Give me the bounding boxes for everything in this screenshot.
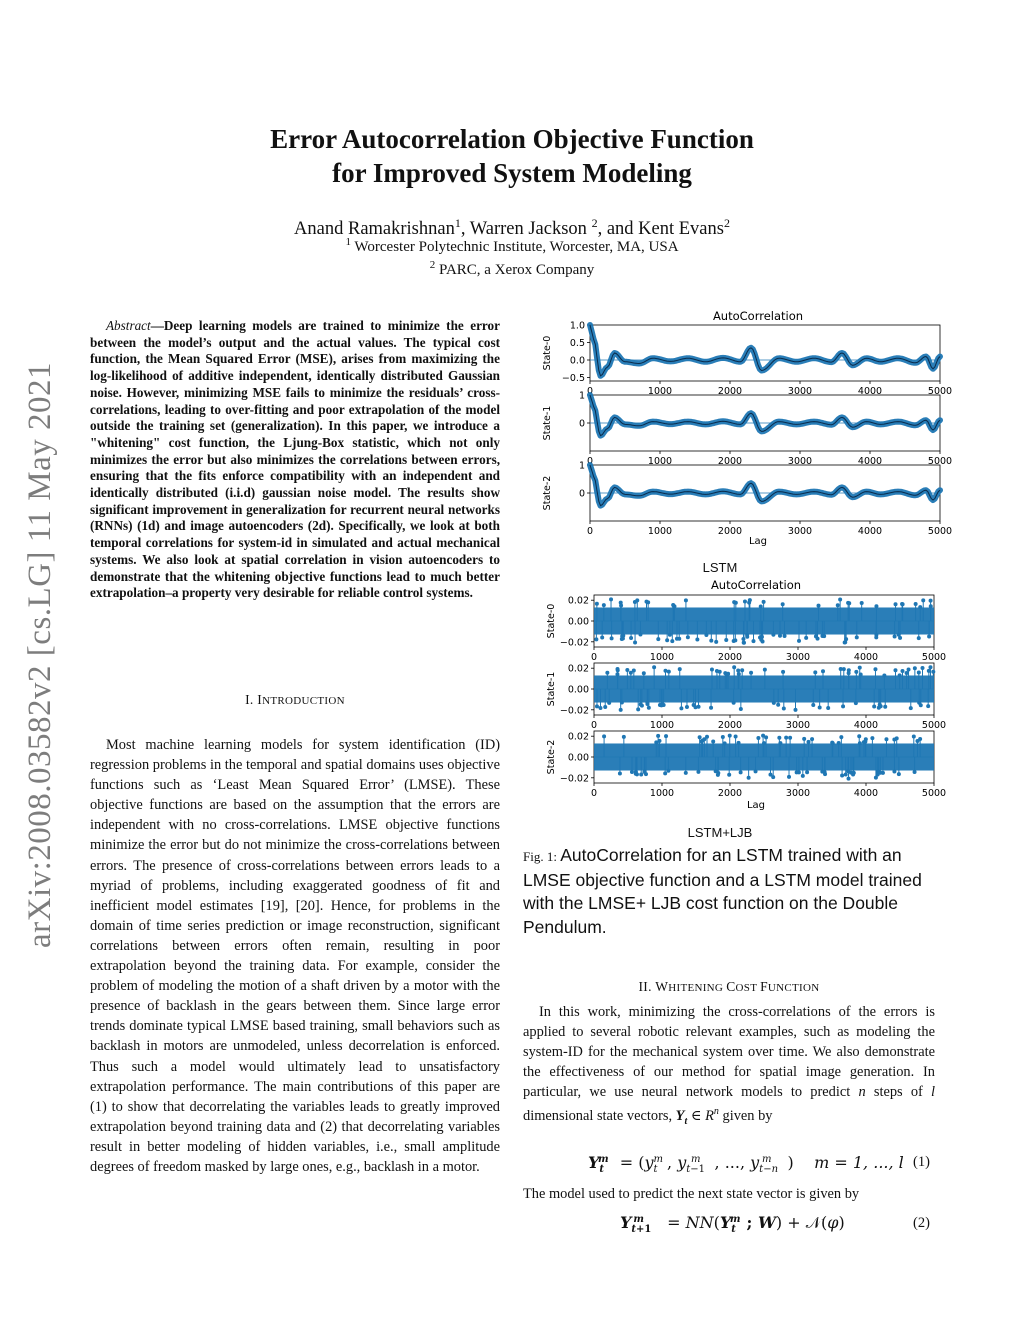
stem-marker [639,702,643,706]
stem-marker [881,771,885,775]
stem-marker [913,770,917,774]
stem-marker [893,668,897,672]
x-tick-label: 0 [586,456,594,467]
stem-marker [818,705,822,709]
arxiv-identifier: arXiv:2008.03582v2 [cs.LG] 11 May 2021 [22,361,58,948]
stem-marker [781,602,785,606]
stem-marker [671,603,675,607]
stem-marker [802,737,806,741]
stem-marker [709,639,713,643]
stem-marker [805,770,809,774]
x-tick-label: 4000 [857,526,883,537]
equation-2-number: (2) [913,1215,930,1231]
y-tick-label: −0.02 [559,705,589,717]
stem-marker [595,704,599,708]
stem-marker [840,773,844,777]
y-tick-label: 0.00 [567,684,589,696]
x-tick-label: 1000 [647,386,673,397]
stem-marker [610,636,614,640]
series-line [590,325,940,376]
stem-marker [778,741,782,745]
y-tick-label: 1 [578,390,585,402]
stem-marker [721,735,725,739]
y-tick-label: 0.00 [567,752,589,764]
stem-marker [793,708,797,712]
chart-title: AutoCorrelation [710,578,802,592]
stem-marker [847,671,851,675]
stem-marker [839,735,843,739]
stem-marker [740,668,744,672]
stem-marker [870,736,874,740]
stem-marker [748,598,752,602]
stem-marker [747,776,751,780]
stem-marker [782,706,786,710]
stem-marker [929,599,933,603]
paper-title [150,122,874,190]
stem-marker [751,639,755,643]
stem-marker [664,734,668,738]
stem-marker [901,602,905,606]
x-tick-label: 2000 [717,386,743,397]
stem-marker [598,706,602,710]
stem-marker [795,770,799,774]
figure-caption: Fig. 1: AutoCorrelation for an LSTM trained with an LMSE objective function and a LSTM model trained with the LMSE+ LJB cost function on the Double Pendulum. [523,845,922,937]
stem-marker [821,669,825,673]
stem-marker [652,665,656,669]
stem-marker [656,734,660,738]
stem-marker [619,708,623,712]
stem-marker [905,671,909,675]
stem-marker [629,636,633,640]
stem-marker [892,770,896,774]
stem-marker [700,739,704,743]
stem-marker [739,707,743,711]
stem-marker [862,740,866,744]
stem-marker [749,671,753,675]
stem-marker [759,605,763,609]
title-line-1: Error Autocorrelation Objective Function [270,124,754,154]
y-tick-label: −0.02 [559,637,589,649]
stem-marker [929,604,933,608]
stem-marker [787,775,791,779]
x-tick-label: 4000 [853,720,879,731]
stem-marker [620,701,624,705]
stem-marker [602,734,606,738]
stem-marker [726,672,730,676]
stem-marker [756,736,760,740]
stem-marker [643,769,647,773]
stem-marker [860,601,864,605]
x-tick-label: 3000 [785,720,811,731]
paragraph: Most machine learning models for system identification (ID) regression problems in the temporal and spatial domains uses objective functions such as ‘Least Mean Squared Error’ (LMSE). These objective functions are based on the assumption that the errors are independent with no cross-correlations. LMSE objective functions minimize the error but do not minimize the cross-correlations between errors. The presence of cross-correlations between errors leads to a myriad of problems, including exaggerated goodness of fit and inefficient model estimates [19], [20]. Hence, for problems in the domain of time series prediction or image reconstruction, significant correlations between errors often remain, resulting in poor extrapolation beyond the training data. For example, consider the problem of modeling the motion of a shaft driven by a motor with the presence of backlash in the gears between them. Since large error trends dominate typical LMSE based training, small behaviors such as backlash in motors are unmodeled, unless decorrelation is enforced. Thus such a model would ultimately lead to unsatisfactory extrapolation performance. The main contributions of this paper are (1) to show that decorrelating the variables leads to greatly improved extrapolation beyond training data and (2) that decorrelating variables result in better modeling of hidden variables, i.e., small amplitude degrees of freedom masked by large ones, e.g., backlash in a motor. [90,737,500,1175]
x-tick-label: 5000 [927,386,953,397]
stem-marker [704,633,708,637]
stem-marker [709,706,713,710]
stem-marker [684,771,688,775]
y-tick-label: −0.5 [561,373,585,384]
stem-marker [715,669,719,673]
stem-marker [854,670,858,674]
stem-marker [710,668,714,672]
y-axis-label: State-1 [542,405,553,441]
y-tick-label: 0.02 [567,731,589,743]
stem-marker [711,740,715,744]
stem-marker [847,777,851,781]
chart-title: AutoCorrelation [712,309,804,323]
stem-marker [732,665,736,669]
stem-marker [778,634,782,638]
stem-marker [926,704,930,708]
stem-marker [733,638,737,642]
stem-marker [737,672,741,676]
stem-marker [764,735,768,739]
x-tick-label: 1000 [649,720,675,731]
stem-marker [806,740,810,744]
stem-marker [696,770,700,774]
stem-marker [629,671,633,675]
stem-marker [647,706,651,710]
author-list: Anand Ramakrishnan$^1$, Warren Jackson $^2$, and Kent Evans$^2$ [294,216,730,240]
stem-marker [685,705,689,709]
stem-marker [817,604,821,608]
stem-marker [895,736,899,740]
title-line-2: for Improved System Modeling [332,158,692,188]
stem-marker [594,637,598,641]
subfigure-label-lstm: LSTM [702,560,738,575]
x-tick-label: 4000 [857,386,883,397]
x-tick-label: 3000 [787,386,813,397]
stem-marker [739,770,743,774]
stem-marker [873,667,877,671]
abstract-label: Abstract [106,318,151,333]
x-tick-label: 5000 [921,652,947,663]
series-line [590,465,940,506]
stem-marker [635,598,639,602]
stem-marker [668,633,672,637]
stem-marker [616,668,620,672]
x-axis-label: Lag [748,536,768,547]
stem-marker [784,736,788,740]
stem-marker [677,637,681,641]
stem-marker [768,773,772,777]
stem-marker [927,634,931,638]
stem-marker [844,773,848,777]
equation-1-number: (1) [913,1154,930,1170]
stem-marker [909,706,913,710]
stem-marker [619,603,623,607]
x-tick-label: 1000 [647,526,673,537]
stem-marker [697,705,701,709]
paragraph: In this work, minimizing the cross-correlations of the errors is applied to several robotic relevant examples, such as modeling the system-ID for the mechanical system over time. We also demonstrate the effectiveness of our method for spatial image generation. In particular, we use neural network models to predict n steps of l dimensional state vectors, $Y_t$ ∈ $R^n$ given by [523,1004,935,1128]
stem-marker [759,638,763,642]
affiliation-2: $^2$ PARC, a Xerox Company [429,259,595,278]
stem-marker [897,772,901,776]
stem-marker [857,734,861,738]
stem-marker [728,734,732,738]
y-axis-label: State-2 [546,739,557,775]
y-tick-label: 0 [578,418,585,430]
stem-marker [874,776,878,780]
stem-marker [813,670,817,674]
stem-marker [918,605,922,609]
stem-marker [912,735,916,739]
x-tick-label: 1000 [647,456,673,467]
stem-marker [788,736,792,740]
stem-marker [684,598,688,602]
stem-marker [917,636,921,640]
x-tick-label: 2000 [717,456,743,467]
stem-marker [844,637,848,641]
section-heading-introduction: I. INTRODUCTION [245,692,345,707]
x-tick-label: 5000 [927,526,953,537]
section-heading-whitening-cost-function: II. WHITENING COST FUNCTION [638,979,820,994]
stem-marker [841,704,845,708]
stem-marker [639,773,643,777]
stem-marker [625,668,629,672]
stem-marker [734,735,738,739]
stem-marker [783,634,787,638]
x-tick-label: 5000 [921,720,947,731]
stem-marker [633,640,637,644]
series-line [590,395,940,436]
stem-marker [931,670,935,674]
stem-marker [874,635,878,639]
x-tick-label: 3000 [785,788,811,799]
stem-marker [921,666,925,670]
y-tick-label: 0.00 [567,616,589,628]
equation-1: $Y_t^m = (y_t^m$ , $y_{t-1}^m$ , ..., $y_{t-n}^m$ ) m = 1, ..., l [588,1153,904,1176]
stem-marker [842,667,846,671]
stem-marker [921,598,925,602]
y-tick-label: −0.02 [559,773,589,785]
stem-marker [736,669,740,673]
y-tick-label: 1 [578,460,585,472]
x-tick-label: 4000 [853,652,879,663]
x-tick-label: 4000 [853,788,879,799]
stem-marker [837,741,841,745]
stem-marker [595,602,599,606]
stem-marker [732,701,736,705]
stem-marker [810,737,814,741]
y-tick-label: 0 [578,488,585,500]
stem-marker [919,703,923,707]
stem-marker [814,634,818,638]
stem-marker [607,701,611,705]
stem-marker [636,707,640,711]
x-tick-label: 0 [586,526,594,537]
stem-marker [742,641,746,645]
stem-marker [858,741,862,745]
stem-marker [621,634,625,638]
stem-marker [872,705,876,709]
stem-marker [734,601,738,605]
x-tick-label: 2000 [717,652,743,663]
model-description: The model used to predict the next state vector is given by [523,1186,860,1202]
affiliation-1: $^1$ Worcester Polytechnic Institute, Worcester, MA, USA [345,236,679,255]
stem-marker [849,771,853,775]
stem-marker [877,706,881,710]
stem-marker [686,635,690,639]
stem-marker [679,706,683,710]
x-tick-label: 1000 [649,788,675,799]
stem-marker [666,769,670,773]
subfigure-label-lstm-ljb: LSTM+LJB [687,825,753,840]
stem-marker [894,602,898,606]
stem-marker [771,633,775,637]
stem-marker [901,669,905,673]
stem-marker [859,673,863,677]
x-tick-label: 3000 [785,652,811,663]
stem-marker [714,769,718,773]
stem-marker [600,635,604,639]
stem-marker [618,772,622,776]
x-tick-label: 3000 [787,456,813,467]
stem-marker [831,741,835,745]
stem-marker [820,770,824,774]
y-axis-label: State-0 [546,603,557,639]
lstm-autocorrelation-panels [542,321,952,538]
stem-marker [754,769,758,773]
stem-marker [893,634,897,638]
y-tick-label: 0.02 [567,595,589,607]
x-tick-label: 0 [586,386,594,397]
whitening-body [523,1002,935,1132]
stem-marker [762,600,766,604]
stem-marker [882,673,886,677]
author-name: Anand Ramakrishnan [294,219,455,240]
stem-marker [884,737,888,741]
stem-marker [858,666,862,670]
stem-marker [781,670,785,674]
stem-marker [777,736,781,740]
stem-marker [914,602,918,606]
x-tick-label: 2000 [717,526,743,537]
x-tick-label: 0 [590,720,598,731]
noise-band [594,675,934,702]
stem-marker [638,633,642,637]
stem-marker [714,640,718,644]
stem-marker [622,735,626,739]
stem-marker [847,601,851,605]
stem-marker [724,638,728,642]
stem-marker [665,638,669,642]
y-axis-label: State-1 [546,671,557,707]
stem-marker [776,703,780,707]
stem-marker [605,671,609,675]
stem-marker [804,636,808,640]
stem-marker [678,667,682,671]
stem-marker [928,665,932,669]
stem-marker [670,639,674,643]
stem-marker [763,668,767,672]
x-axis-label: Lag [746,800,766,811]
x-tick-label: 5000 [927,456,953,467]
y-tick-label: 0.5 [569,338,585,349]
abstract-text: Deep learning models are trained to minimize the error between the model’s output and the actual values. The typical cost function, the Mean Squared Error (MSE), arises from maximizing the log-likelihood of additive independent, identically distributed Gaussian noise. However, minimizing MSE fails to minimize the residuals’ cross-correlations, leading to over-fitting and poor extrapolation of the model outside the training set (generalization). In this paper, we introduce a "whitening" cost function, the Ljung-Box statistic, which not only minimizes the error but also minimizes the correlations between errors, ensuring that the fits enforce compatibility with an independent and identically distributed (i.i.d) gaussian noise model. The results show significant improvement in generalization for recurrent neural networks (RNNs) (1d) and image autoencoders (2d). Specifically, we look at both temporal correlations for system-id in simulated and actual mechanical systems. We also look at spatial correlation in vision autoencoders to demonstrate that the whitening objective functions lead to much better extrapolation–a property very desirable for reliable control systems. [90,318,500,601]
stem-marker [745,635,749,639]
stem-marker [659,703,663,707]
stem-marker [913,666,917,670]
stem-marker [716,773,720,777]
stem-marker [692,703,696,707]
y-axis-label: State-0 [542,335,553,371]
stem-marker [811,703,815,707]
stem-marker [663,771,667,775]
stem-marker [836,603,840,607]
x-tick-label: 0 [590,788,598,799]
stem-marker [645,701,649,705]
x-tick-label: 5000 [921,788,947,799]
lstm-ljb-autocorrelation-panels [546,595,946,799]
stem-marker [915,739,919,743]
stem-marker [630,770,634,774]
stem-marker [635,772,639,776]
stem-marker [657,739,661,743]
stem-marker [927,669,931,673]
equation-2: $Y_{t+1}^m = NN(Y_t^m$ ; W) + 𝒩(φ) [620,1213,845,1236]
stem-marker [874,604,878,608]
stem-marker [854,701,858,705]
stem-marker [797,639,801,643]
stem-marker [727,773,731,777]
stem-marker [898,636,902,640]
stem-marker [743,599,747,603]
figure-number: Fig. 1: [523,849,561,864]
y-axis-label: State-2 [542,475,553,511]
x-tick-label: 3000 [787,526,813,537]
stem-marker [667,670,671,674]
x-tick-label: 4000 [857,456,883,467]
stem-marker [772,701,776,705]
stem-marker [907,668,911,672]
stem-marker [883,705,887,709]
stem-marker [698,735,702,739]
stem-marker [646,600,650,604]
stem-marker [609,597,613,601]
x-tick-label: 1000 [649,652,675,663]
x-tick-label: 2000 [717,788,743,799]
stem-marker [855,635,859,639]
y-tick-label: 0.02 [567,663,589,675]
stem-marker [801,774,805,778]
stem-marker [898,673,902,677]
introduction-body [90,735,500,1177]
stem-marker [642,671,646,675]
stem-marker [917,671,921,675]
stem-marker [838,597,842,601]
stem-marker [602,603,606,607]
stem-marker [822,634,826,638]
abstract: Abstract—Deep learning models are trained to minimize the error between the model’s output and the actual values. The typical cost function, the Mean Squared Error (MSE), arises from maximizing the log-likelihood of additive independent, identically distributed Gaussian noise. However, minimizing MSE fails to minimize the residuals’ cross-correlations, leading to over-fitting and poor extrapolation of the model outside the training set (generalization). In this paper, we introduce a "whitening" cost function, the Ljung-Box statistic, which not only minimizes the error but also minimizes the correlations between errors, ensuring that the fits enforce compatibility with an independent and identically distributed (i.i.d) gaussian noise model. The results show significant improvement in generalization for recurrent neural networks (RNNs) (1d) and image autoencoders (2d). Specifically, we look at both temporal correlations for system-id in simulated and actual mechanical systems. We also look at spatial correlation in vision autoencoders to demonstrate that the whitening objective functions lead to much better extrapolation–a property very desirable for reliable control systems. [90,318,500,601]
stem-marker [737,741,741,745]
y-tick-label: 1.0 [569,320,585,332]
y-tick-label: 0.0 [569,355,585,367]
stem-marker [656,637,660,641]
stem-marker [695,638,699,642]
x-tick-label: 0 [590,652,598,663]
stem-marker [603,705,607,709]
stem-marker [826,706,830,710]
x-tick-label: 2000 [717,720,743,731]
